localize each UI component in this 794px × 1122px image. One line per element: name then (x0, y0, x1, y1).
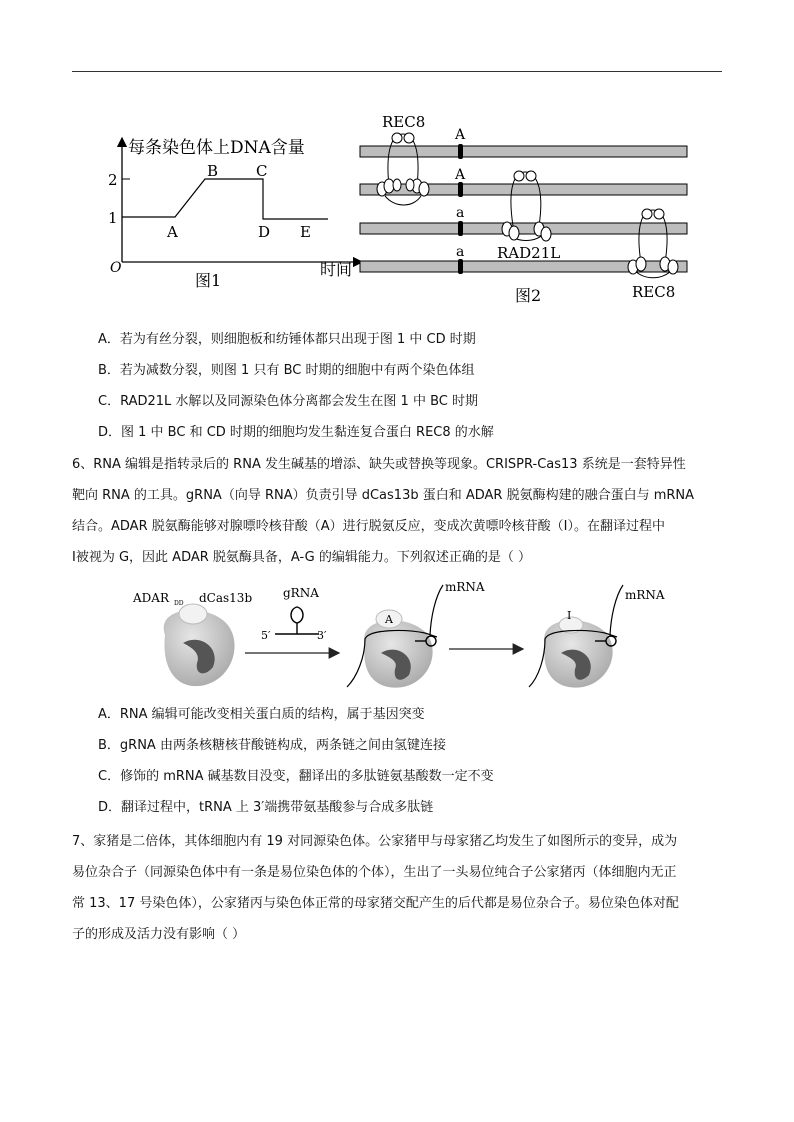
grna-hairpin (275, 607, 319, 634)
figure1-caption: 图1 (195, 271, 222, 290)
q6-line-1: 6、RNA 编辑是指转录后的 RNA 发生碱基的增添、缺失或替换等现象。CRISPR-Cas13 系统是一套特异性 (72, 457, 686, 472)
rna-editing-diagram (125, 577, 685, 697)
point-e-label: E (300, 223, 311, 241)
five-prime-label: 5′ (261, 629, 271, 642)
q6-line-3: 结合。ADAR 脱氨酶能够对腺嘌呤核苷酸（A）进行脱氨反应，变成次黄嘌呤核苷酸（Ⅰ）。在翻译过程中 (72, 519, 665, 534)
base-a-label: A (385, 613, 393, 626)
three-prime-label: 3′ (317, 629, 327, 642)
x-axis-title: 时间 (320, 260, 353, 279)
fusion-protein-1 (164, 604, 235, 686)
q6-line-2: 靶向 RNA 的工具。gRNA（向导 RNA）负责引导 dCas13b 蛋白和 ADAR 脱氨酶构建的融合蛋白与 mRNA (72, 488, 695, 503)
q6-option-a: A．RNA 编辑可能改变相关蛋白质的结构，属于基因突变 (98, 707, 425, 722)
point-a-label: A (167, 223, 178, 241)
allele-a-1: A (455, 127, 466, 143)
point-b-label: B (207, 162, 219, 180)
q5-option-c: C．RAD21L 水解以及同源染色体分离都会发生在图 1 中 BC 时期 (98, 394, 478, 409)
allele-a-2: A (455, 167, 466, 183)
q5-option-d: D．图 1 中 BC 和 CD 时期的细胞均发生黏连复合蛋白 REC8 的水解 (98, 425, 494, 440)
q6-line-4: Ⅰ被视为 G，因此 ADAR 脱氨酶具备，A-G 的编辑能力。下列叙述正确的是（ ） (72, 550, 532, 565)
figure2-diagram (355, 108, 695, 308)
y-tick-1: 1 (108, 209, 118, 227)
q7-line-3: 常 13、17 号染色体），公家猪丙与染色体正常的母家猪交配产生的后代都是易位杂合子。易位染色体对配 (72, 896, 679, 911)
y-axis-title: 每条染色体上DNA含量 (128, 138, 305, 158)
origin-label: O (110, 260, 122, 276)
adar-label: ADAR (133, 591, 169, 605)
q6-option-b: B．gRNA 由两条核糖核苷酸链构成，两条链之间由氢键连接 (98, 738, 446, 753)
q7-stem (72, 826, 732, 950)
point-c-label: C (256, 162, 268, 180)
q7-line-1: 7、家猪是二倍体，其体细胞内有 19 对同源染色体。公家猪甲与母家猪乙均发生了如图所示的变异，成为 (72, 834, 678, 849)
dcas13b-label: dCas13b (199, 591, 253, 605)
complex-2 (529, 585, 623, 688)
q7-line-4: 子的形成及活力没有影响（ ） (72, 927, 246, 942)
allele-lower-a-1: a (456, 205, 465, 221)
rec8-label-bottom: REC8 (632, 283, 676, 301)
header-rule (72, 71, 722, 72)
complex-1 (347, 585, 443, 688)
q5-option-a: A．若为有丝分裂，则细胞板和纺锤体都只出现于图 1 中 CD 时期 (98, 332, 476, 347)
allele-lower-a-2: a (456, 244, 465, 260)
base-i-label: I (567, 609, 572, 622)
q7-line-2: 易位杂合子（同源染色体中有一条是易位染色体的个体），生出了一头易位纯合子公家猪丙（体细胞内无正 (72, 865, 677, 880)
point-d-label: D (258, 223, 271, 241)
q6-option-c: C．修饰的 mRNA 碱基数目没变，翻译出的多肽链氨基酸数一定不变 (98, 769, 494, 784)
y-tick-2: 2 (108, 171, 118, 189)
grna-label: gRNA (283, 586, 319, 600)
rad21l-label: RAD21L (497, 244, 561, 262)
adar-subscript: DD (174, 600, 184, 607)
mrna-label-1: mRNA (445, 580, 485, 594)
q5-option-b: B．若为减数分裂，则图 1 只有 BC 时期的细胞中有两个染色体组 (98, 363, 475, 378)
rec8-label-top: REC8 (382, 113, 426, 131)
q6-stem (72, 449, 732, 573)
figure2-caption: 图2 (515, 286, 542, 305)
q6-option-d: D．翻译过程中，tRNA 上 3′端携带氨基酸参与合成多肽链 (98, 800, 434, 815)
dna-curve (122, 179, 328, 219)
mrna-label-2: mRNA (625, 588, 665, 602)
figure1-graph (100, 130, 370, 300)
